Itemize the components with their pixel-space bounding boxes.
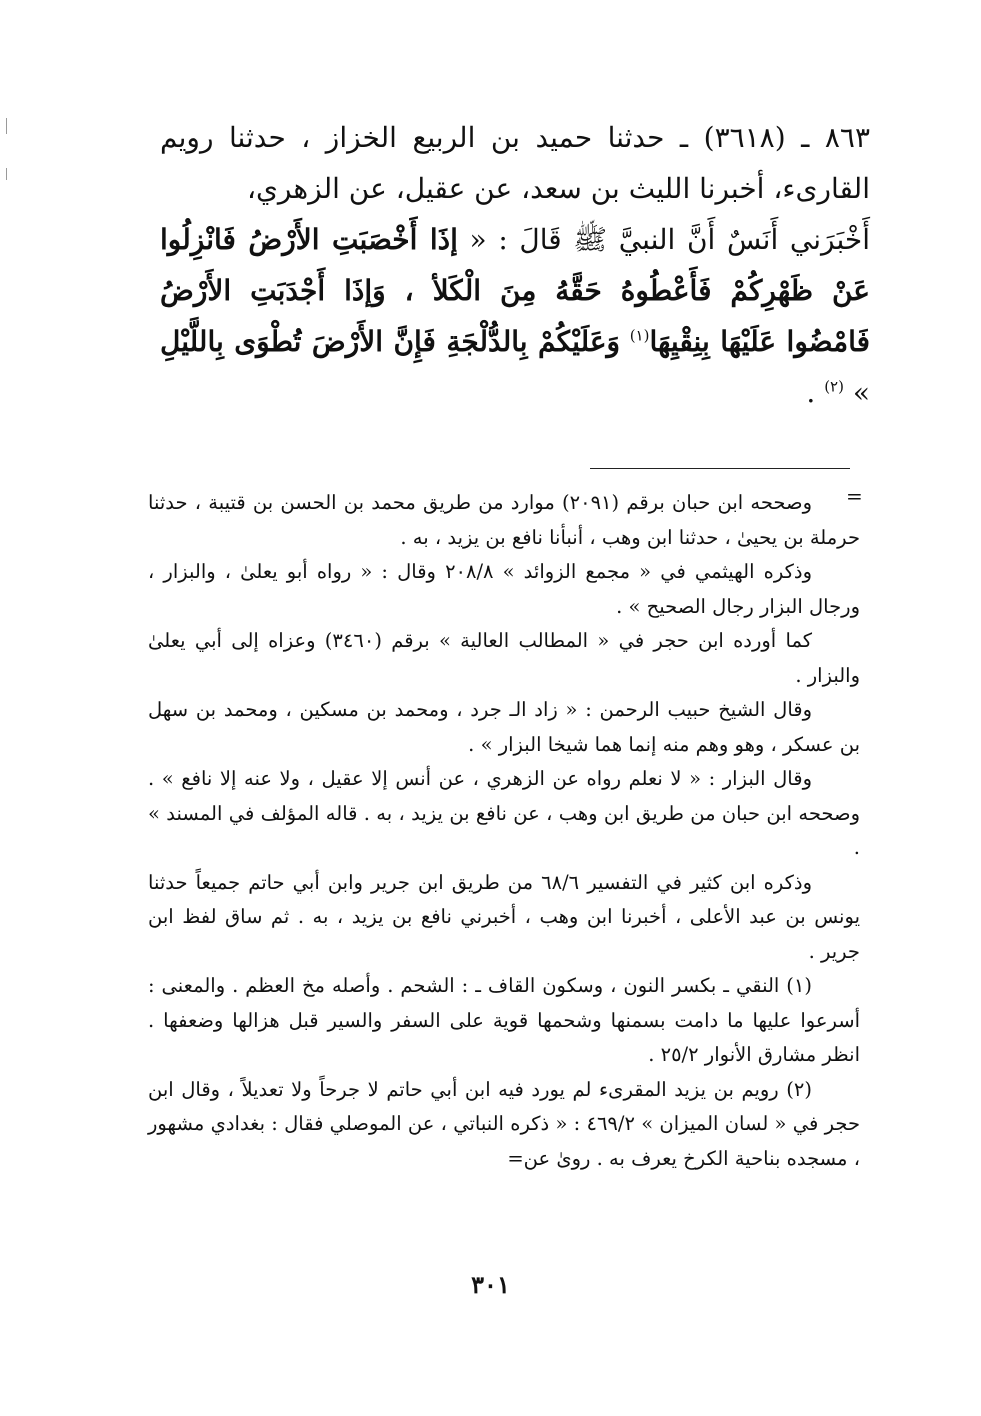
hadith-text-block [160, 112, 870, 418]
hadith-matn-part-1: إذَا أَخْصَبَتِ الأَرْضُ فَانْزِلُوا عَنْ ظَهْرِكُمْ فَأَعْطُوهُ حَقَّهُ مِنَ الْكَلأ ، وَإذَا أَجْدَبَتِ الأَرْضُ فَامْضُوا عَلَيْهَا بِنِقْيِهَا [160, 223, 870, 358]
hadith-matn-part-2: وَعَلَيْكُمْ بِالدُّلْجَةِ فَإِنَّ الأَرْضَ تُطْوَى بِاللَّيْلِ [160, 325, 621, 358]
footnote-reference-1: (١) [629, 326, 650, 345]
footnote-separator [590, 468, 850, 469]
closing-quote: » [843, 376, 870, 409]
footnote-paragraph: وذكره ابن كثير في التفسير ٦٨/٦ من طريق ابن جرير وابن أبي حاتم جميعاً حدثنا يونس بن عبد الأعلى ، أخبرنا ابن وهب ، أخبرني نافع بن يزيد ، به . ثم ساق لفظ ابن جرير . [148, 870, 860, 963]
footnote-paragraph: كما أورده ابن حجر في « المطالب العالية » برقم (٣٤٦٠) وعزاه إلى أبي يعلىٰ والبزار . [148, 629, 860, 687]
footnotes-block [148, 486, 860, 1176]
continuation-mark: = [846, 484, 863, 508]
footnote-paragraph: وذكره الهيثمي في « مجمع الزوائد » ٢٠٨/٨ وقال : « رواه أبو يعلىٰ ، والبزار ، ورجال البزار رجال الصحيح » . [148, 560, 860, 618]
narrator-statement: أَخْبَرَني أَنَسٌ أَنَّ النبيَّ ﷺ قَالَ : « [457, 223, 870, 256]
footnote-reference-2: (٢) [824, 377, 844, 396]
footnote-paragraph: وصححه ابن حبان برقم (٢٠٩١) موارد من طريق محمد بن الحسن بن قتيبة ، حدثنا حرملة بن يحيىٰ ، حدثنا ابن وهب ، أنبأنا نافع بن يزيد ، به . [148, 491, 860, 549]
page-number: ٣٠١ [471, 1270, 510, 1299]
isnad-line: ٨٦٣ ـ (٣٦١٨) ـ حدثنا حميد بن الربيع الخزاز ، حدثنا رويم القارىء، أخبرنا الليث بن سعد، عن عقيل، عن الزهري، [160, 121, 870, 205]
footnote-2: (٢) رويم بن يزيد المقرىء لم يورد فيه ابن أبي حاتم لا جرحاً ولا تعديلاً ، وقال ابن حجر في « لسان الميزان » ٤٦٩/٢ : « ذكره النباتي ، عن الموصلي فقال : بغدادي مشهور ، مسجده بناحية الكرخ يعرف به . روىٰ عن= [148, 1077, 860, 1170]
scan-margin-mark [6, 118, 7, 134]
end-period: . [806, 376, 825, 409]
footnote-paragraph: وقال الشيخ حبيب الرحمن : « زاد الـ جرد ، ومحمد بن مسكين ، ومحمد بن سهل بن عسكر ، وهو وهم منه إنما هما شيخا البزار » . [148, 698, 860, 756]
footnote-1: (١) النقي ـ بكسر النون ، وسكون القاف ـ : الشحم . وأصله مخ العظم . والمعنى : أسرعوا عليها ما دامت بسمنها وشحمها قوية على السفر والسير قبل هزالها وضعفها . انظر مشارق الأنوار ٢٥/٢ . [148, 974, 860, 1066]
scan-margin-mark [6, 168, 7, 180]
footnote-paragraph: وقال البزار : « لا نعلم رواه عن الزهري ، عن أنس إلا عقيل ، ولا عنه إلا نافع » . وصححه ابن حبان من طريق ابن وهب ، عن نافع بن يزيد ، به . قاله المؤلف في المسند » . [148, 767, 860, 859]
